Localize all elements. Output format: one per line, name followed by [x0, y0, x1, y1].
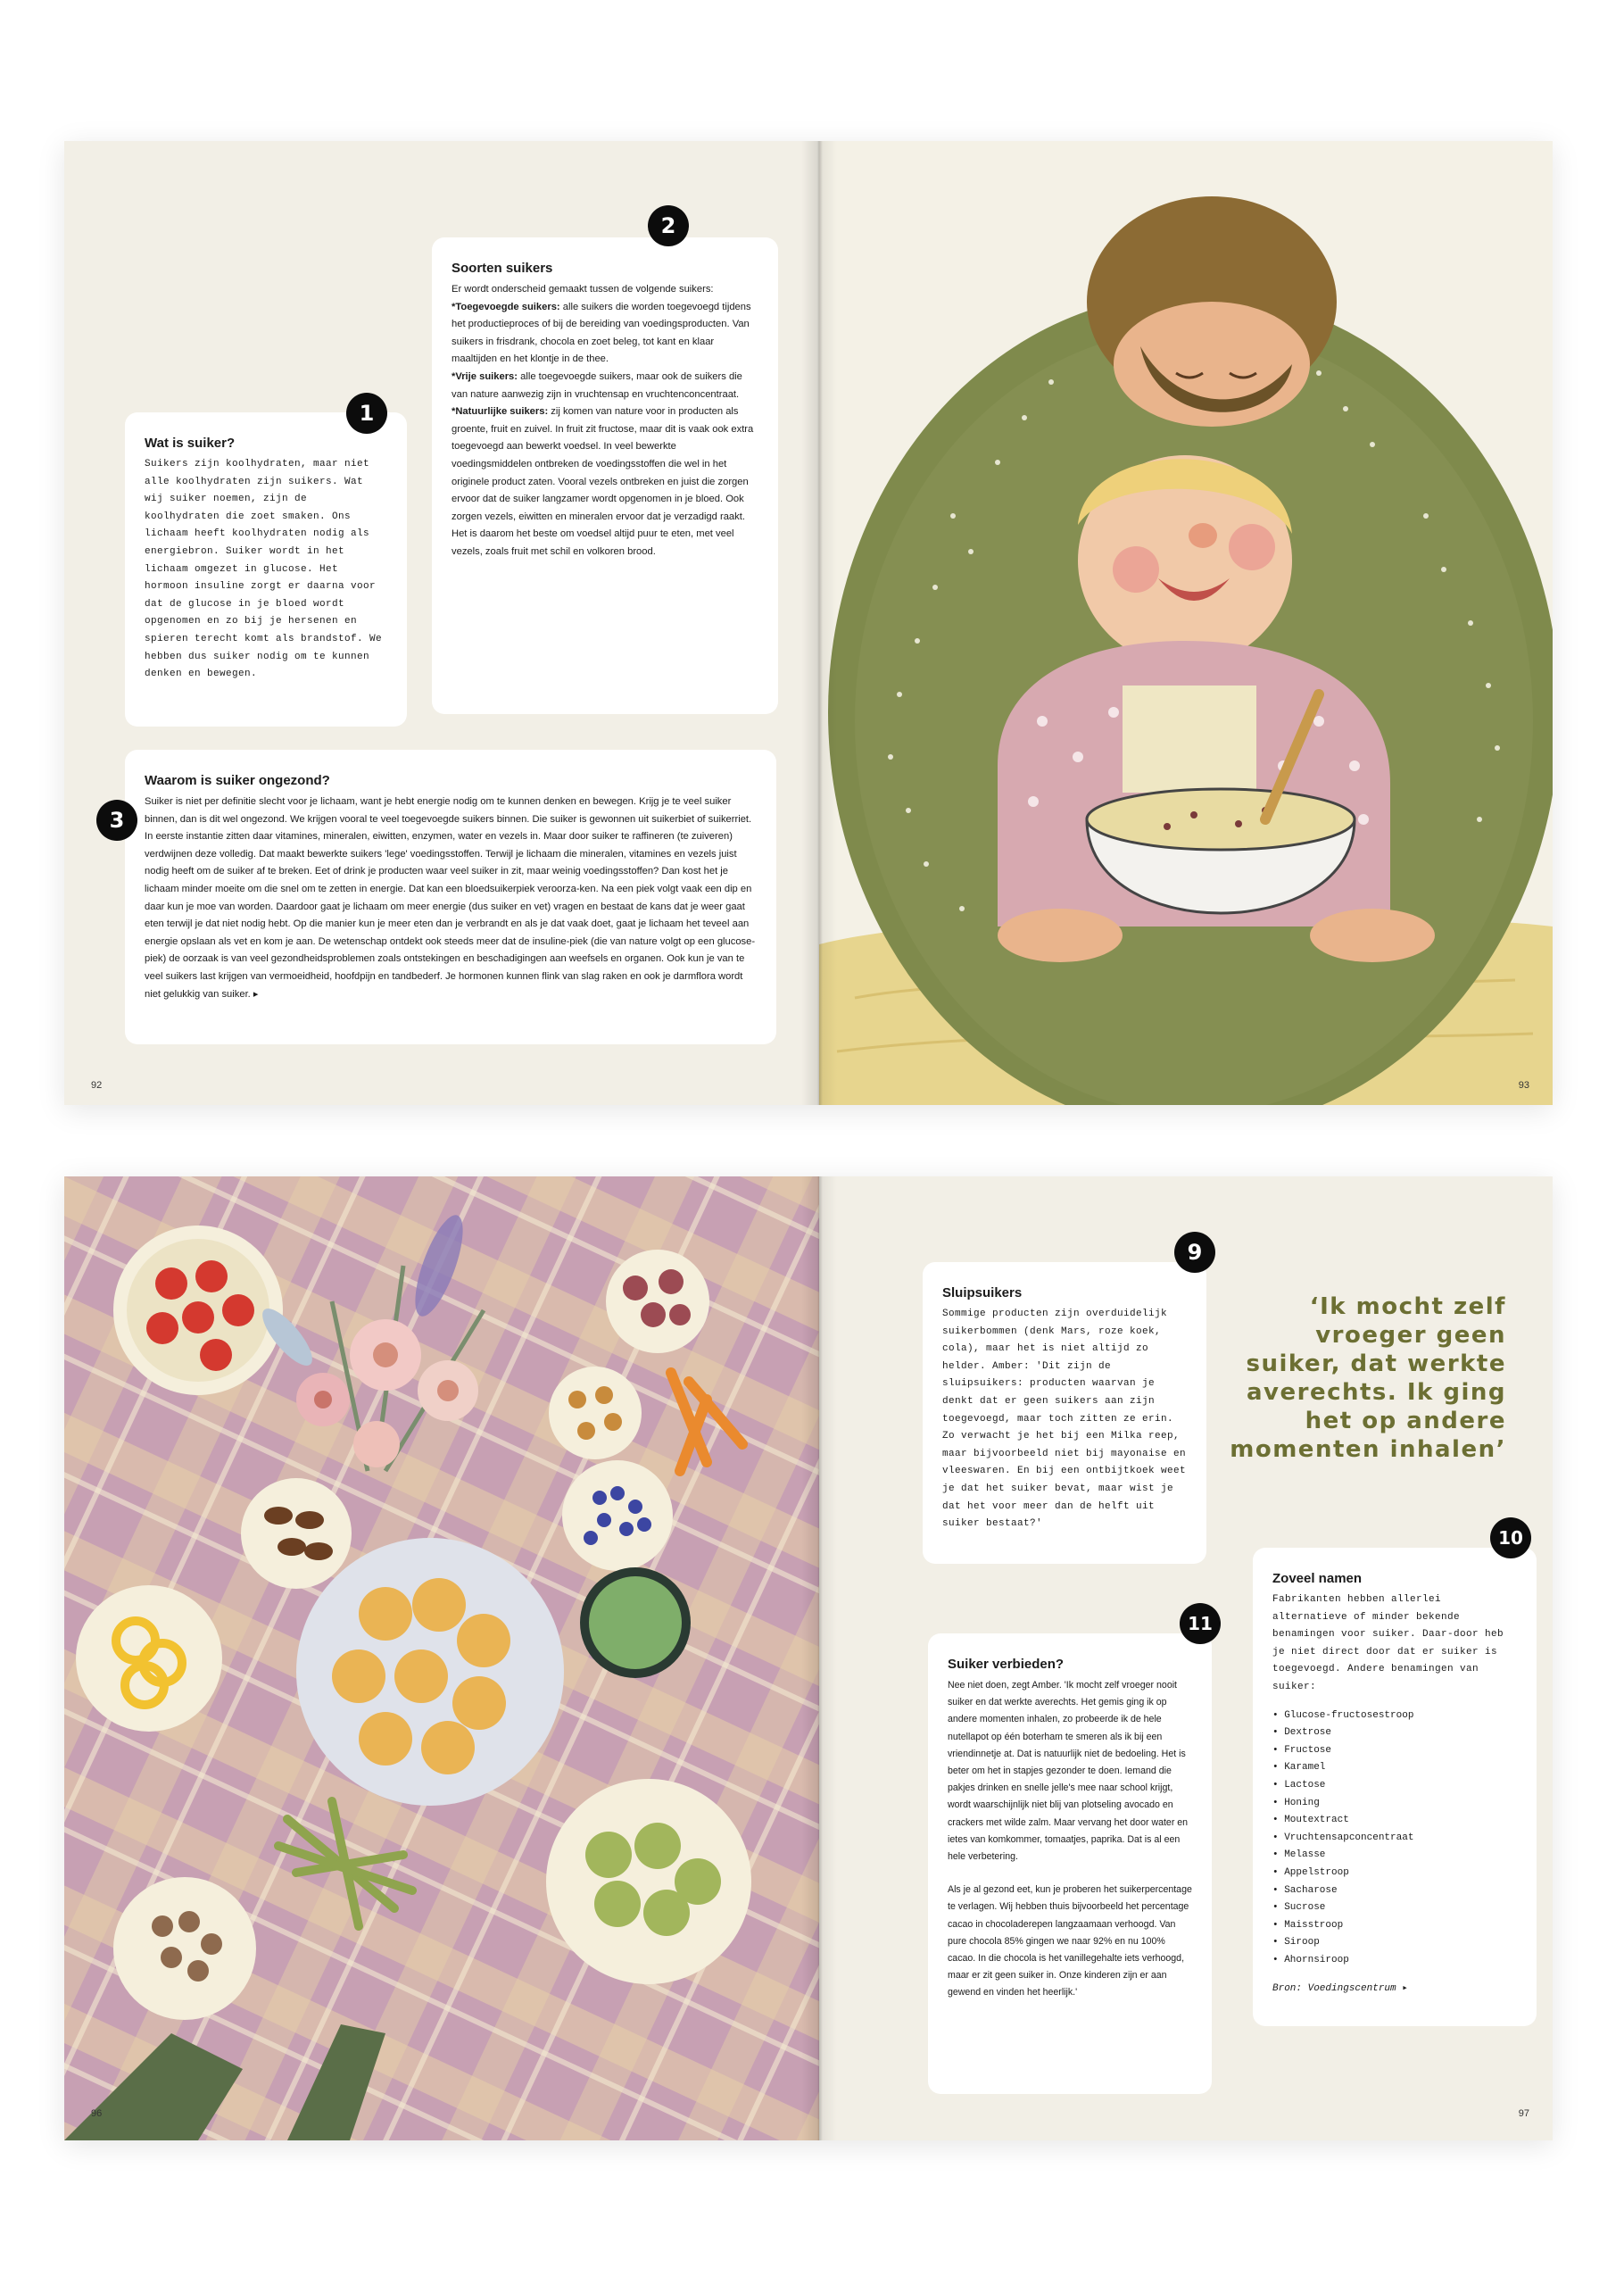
badge-10: 10 — [1490, 1517, 1531, 1558]
text-wat-is-suiker: Suikers zijn koolhydraten, maar niet alle koolhydraten zijn suikers. Wat wij suiker noemen, zijn de koolhydraten die zoet smaken. Ons lichaam heeft koolhydraten nodig als energiebron. Suiker wordt in het lichaam omgezet in glucose. Het hormoon insuline zorgt er daarna voor dat de glucose in je bloed wordt opgenomen en zo bij je hersenen en spieren terecht komt als brandstof. We hebben dus suiker nodig om te kunnen denken en bewegen. — [145, 459, 383, 680]
text-toegevoegde-suikers: alle suikers die worden toegevoegd tijdens het productieproces of bij de bereiding van voedingsproducten. Van suikers in frisdrank, chocola en zoet beleg, tot kant en klaar maaltijden en het klontje in de thee. — [452, 301, 751, 365]
illustration-father-daughter-baking — [819, 141, 1553, 1105]
list-item: • Sucrose — [1272, 1899, 1517, 1917]
list-item: • Karamel — [1272, 1759, 1517, 1777]
heading-suiker-verbieden: Suiker verbieden? — [948, 1657, 1065, 1672]
illustration-table-with-food — [64, 1176, 819, 2140]
list-item: • Honing — [1272, 1795, 1517, 1813]
list-item: • Glucose-fructosestroop — [1272, 1708, 1517, 1725]
text-waarom-ongezond: Suiker is niet per definitie slecht voor je lichaam, want je hebt energie nodig om te kunnen denken en bewegen. Krijg je te veel suiker binnen, dan is dit wel ongezond. We krijgen vooral te veel toegevoegde suikers binnen. Die suiker is gewonnen uit suikerbiet of suikerriet. In eerste instantie zitten daar vitamines, mineralen, eiwitten, enzymen, water en vezels in. Maar door suiker te raffineren (te zuiveren) verdwijnen deze volledig. Dat maakt bewerkte suikers 'lege' voedingsstoffen. Terwijl je lichaam die mineralen, vitamines en vezels juist nodig heeft om de suiker af te breken. Eet of drink je producten waar veel suiker in zit, maar weinig voedingsstoffen? Dan kost het je lichaam minder moeite om die snel om te zetten in energie. Dat kan een bloedsuikerpiek veroorza-ken. Na een piek volgt vaak een dip en daar kun je moe van worden. Daardoor gaat je lichaam om meer energie (dus suiker en vet) vragen en bestaat de kans dat je weer gaat eten terwijl je dat niet nodig hebt. Op die manier kun je meer eten dan je verbrandt en als je dat vaak doet, gaat je lichaam het teveel aan energie opslaan als vet en kom je aan. De wetenschap ontdekt ook steeds meer dat de insuline-piek (die van nature volgt op een glucose-piek) de oorzaak is van veel gezondheidsproblemen zoals ontstekingen en beschadigingen aan weefsels en organen. Ook kun je van te veel suikers last krijgen van vermoeidheid, hoofdpijn en tandbederf. Je hormonen kunnen flink van slag raken en ook je darmflora wordt niet gelukkig van suiker. ▸ — [145, 796, 756, 1000]
heading-soorten-suikers: Soorten suikers — [452, 261, 553, 276]
quote-line: momenten inhalen’ — [1230, 1436, 1506, 1463]
list-item: • Maisstroop — [1272, 1917, 1517, 1935]
label-natuurlijke-suikers: *Natuurlijke suikers: — [452, 406, 549, 418]
text-suiker-verbieden-2: Als je al gezond eet, kun je proberen het suikerpercentage te verlagen. Wij hebben thuis bijvoorbeeld het percentage cacao in chocoladerepen langzaamaan verhoogd. Van pure chocola 85% gingen we naar 92% en nu 100% cacao. In die chocola is het vanillegehalte iets verhoogd, maar er zit geen suiker in. Onze kinderen zijn er aan gewend en vinden het heerlijk.' — [948, 1884, 1192, 1998]
heading-sluipsuikers: Sluipsuikers — [942, 1285, 1023, 1300]
spread-pages-92-93 — [64, 141, 1553, 1105]
list-item: • Moutextract — [1272, 1812, 1517, 1830]
list-item: • Dextrose — [1272, 1724, 1517, 1742]
badge-11: 11 — [1180, 1603, 1221, 1644]
quote-line: het op andere — [1305, 1408, 1506, 1434]
list-item: • Lactose — [1272, 1777, 1517, 1795]
quote-line: averechts. Ik ging — [1247, 1379, 1506, 1406]
list-item: • Ahornsiroop — [1272, 1952, 1517, 1970]
page-92 — [64, 141, 819, 1105]
page-96 — [64, 1176, 819, 2140]
card-zoveel-namen — [1253, 1548, 1537, 2026]
page-97 — [819, 1176, 1553, 2140]
text-soorten-suikers — [452, 281, 758, 561]
badge-9: 9 — [1174, 1232, 1215, 1273]
card-soorten-suikers — [432, 237, 778, 714]
list-item: • Sacharose — [1272, 1882, 1517, 1900]
soorten-intro: Er wordt onderscheid gemaakt tussen de volgende suikers: — [452, 284, 714, 295]
list-item: • Vruchtensapconcentraat — [1272, 1830, 1517, 1848]
list-item: • Appelstroop — [1272, 1865, 1517, 1882]
page-number-97: 97 — [1518, 2108, 1529, 2119]
page-number-92: 92 — [91, 1080, 103, 1091]
quote-line: vroeger geen — [1315, 1322, 1506, 1349]
badge-2: 2 — [648, 205, 689, 246]
heading-wat-is-suiker: Wat is suiker? — [145, 436, 236, 451]
page-number-96: 96 — [91, 2108, 103, 2119]
list-item: • Fructose — [1272, 1742, 1517, 1760]
heading-zoveel-namen: Zoveel namen — [1272, 1571, 1363, 1586]
pull-quote — [1185, 1292, 1506, 1464]
quote-line: suiker, dat werkte — [1246, 1350, 1506, 1377]
card-waarom-ongezond — [125, 750, 776, 1044]
heading-waarom-ongezond: Waarom is suiker ongezond? — [145, 773, 330, 788]
page-93 — [819, 141, 1553, 1105]
text-zoveel-namen: Fabrikanten hebben allerlei alternatieve of minder bekende benamingen voor suiker. Daar-door heb je niet direct door dat er suiker is toegevoegd. Andere benamingen van suiker: — [1272, 1594, 1504, 1692]
text-vrije-suikers: alle toegevoegde suikers, maar ook de suikers die van nature aanwezig zijn in vruchtensap en vruchtenconcentraat. — [452, 370, 742, 400]
label-toegevoegde-suikers: *Toegevoegde suikers: — [452, 301, 560, 312]
sugar-names-list — [1272, 1708, 1517, 1970]
page-number-93: 93 — [1518, 1080, 1529, 1091]
card-wat-is-suiker — [125, 412, 407, 727]
text-natuurlijke-suikers: zij komen van nature voor in producten als groente, fruit en zuivel. In fruit zit fructose, maar dit is vaak ook extra toegevoegd aan bewerkt voedsel. In veel bewerkte voedingsmiddelen ontbreken de voedingsstoffen die wel in het originele product zaten. Vooral vezels ontbreken en juist die zorgen ervoor dat de suiker langzamer wordt opgenomen in je bloed. Ook zorgen vezels, eiwitten en mineralen ervoor dat je verzadigd raakt. Het is daarom het beste om voedsel altijd puur te eten, met veel vezels, zoals fruit met schil en volkoren brood. — [452, 406, 754, 557]
text-suiker-verbieden-1: Nee niet doen, zegt Amber. 'Ik mocht zelf vroeger nooit suiker en dat werkte averechts. Het gemis ging ik op andere momenten inhalen, zo probeerde ik de hele nutellapot op één boterham te smeren als ik bij een vriendinnetje at. Dat is natuurlijk niet de bedoeling. Het is beter om het in stapjes gezonder te doen. Iemand die pakjes drinken en snelle jelle's mee naar school krijgt, wordt waarschijnlijk niet blij van plotseling avocado en crackers met wilde zalm. Maar vervang het door water en ietes van komkommer, tomaatjes, paprika. Dat is al een hele verbetering. — [948, 1680, 1189, 1863]
spread-pages-96-97 — [64, 1176, 1553, 2140]
text-sluipsuikers: Sommige producten zijn overduidelijk suikerbommen (denk Mars, roze koek, cola), maar het is niet altijd zo helder. Amber: 'Dit zijn de sluipsuikers: producten waarvan je denkt dat er geen suikers aan zijn toegevoegd, maar toch zitten ze erin. Zo verwacht je het bij een Milka reep, maar bijvoorbeeld niet bij mayonaise en vleeswaren. En bij een ontbijtkoek weet je dat het suiker bevat, maar wist je dat het voor meer dan de helft uit suiker bestaat?' — [942, 1309, 1187, 1530]
list-item: • Melasse — [1272, 1847, 1517, 1865]
badge-1: 1 — [346, 393, 387, 434]
card-sluipsuikers — [923, 1262, 1206, 1564]
source-voedingscentrum: Bron: Voedingscentrum ▸ — [1272, 1983, 1408, 1995]
badge-3: 3 — [96, 800, 137, 841]
card-suiker-verbieden — [928, 1633, 1212, 2094]
quote-line: ‘Ik mocht zelf — [1309, 1293, 1506, 1320]
label-vrije-suikers: *Vrije suikers: — [452, 370, 518, 382]
list-item: • Siroop — [1272, 1934, 1517, 1952]
